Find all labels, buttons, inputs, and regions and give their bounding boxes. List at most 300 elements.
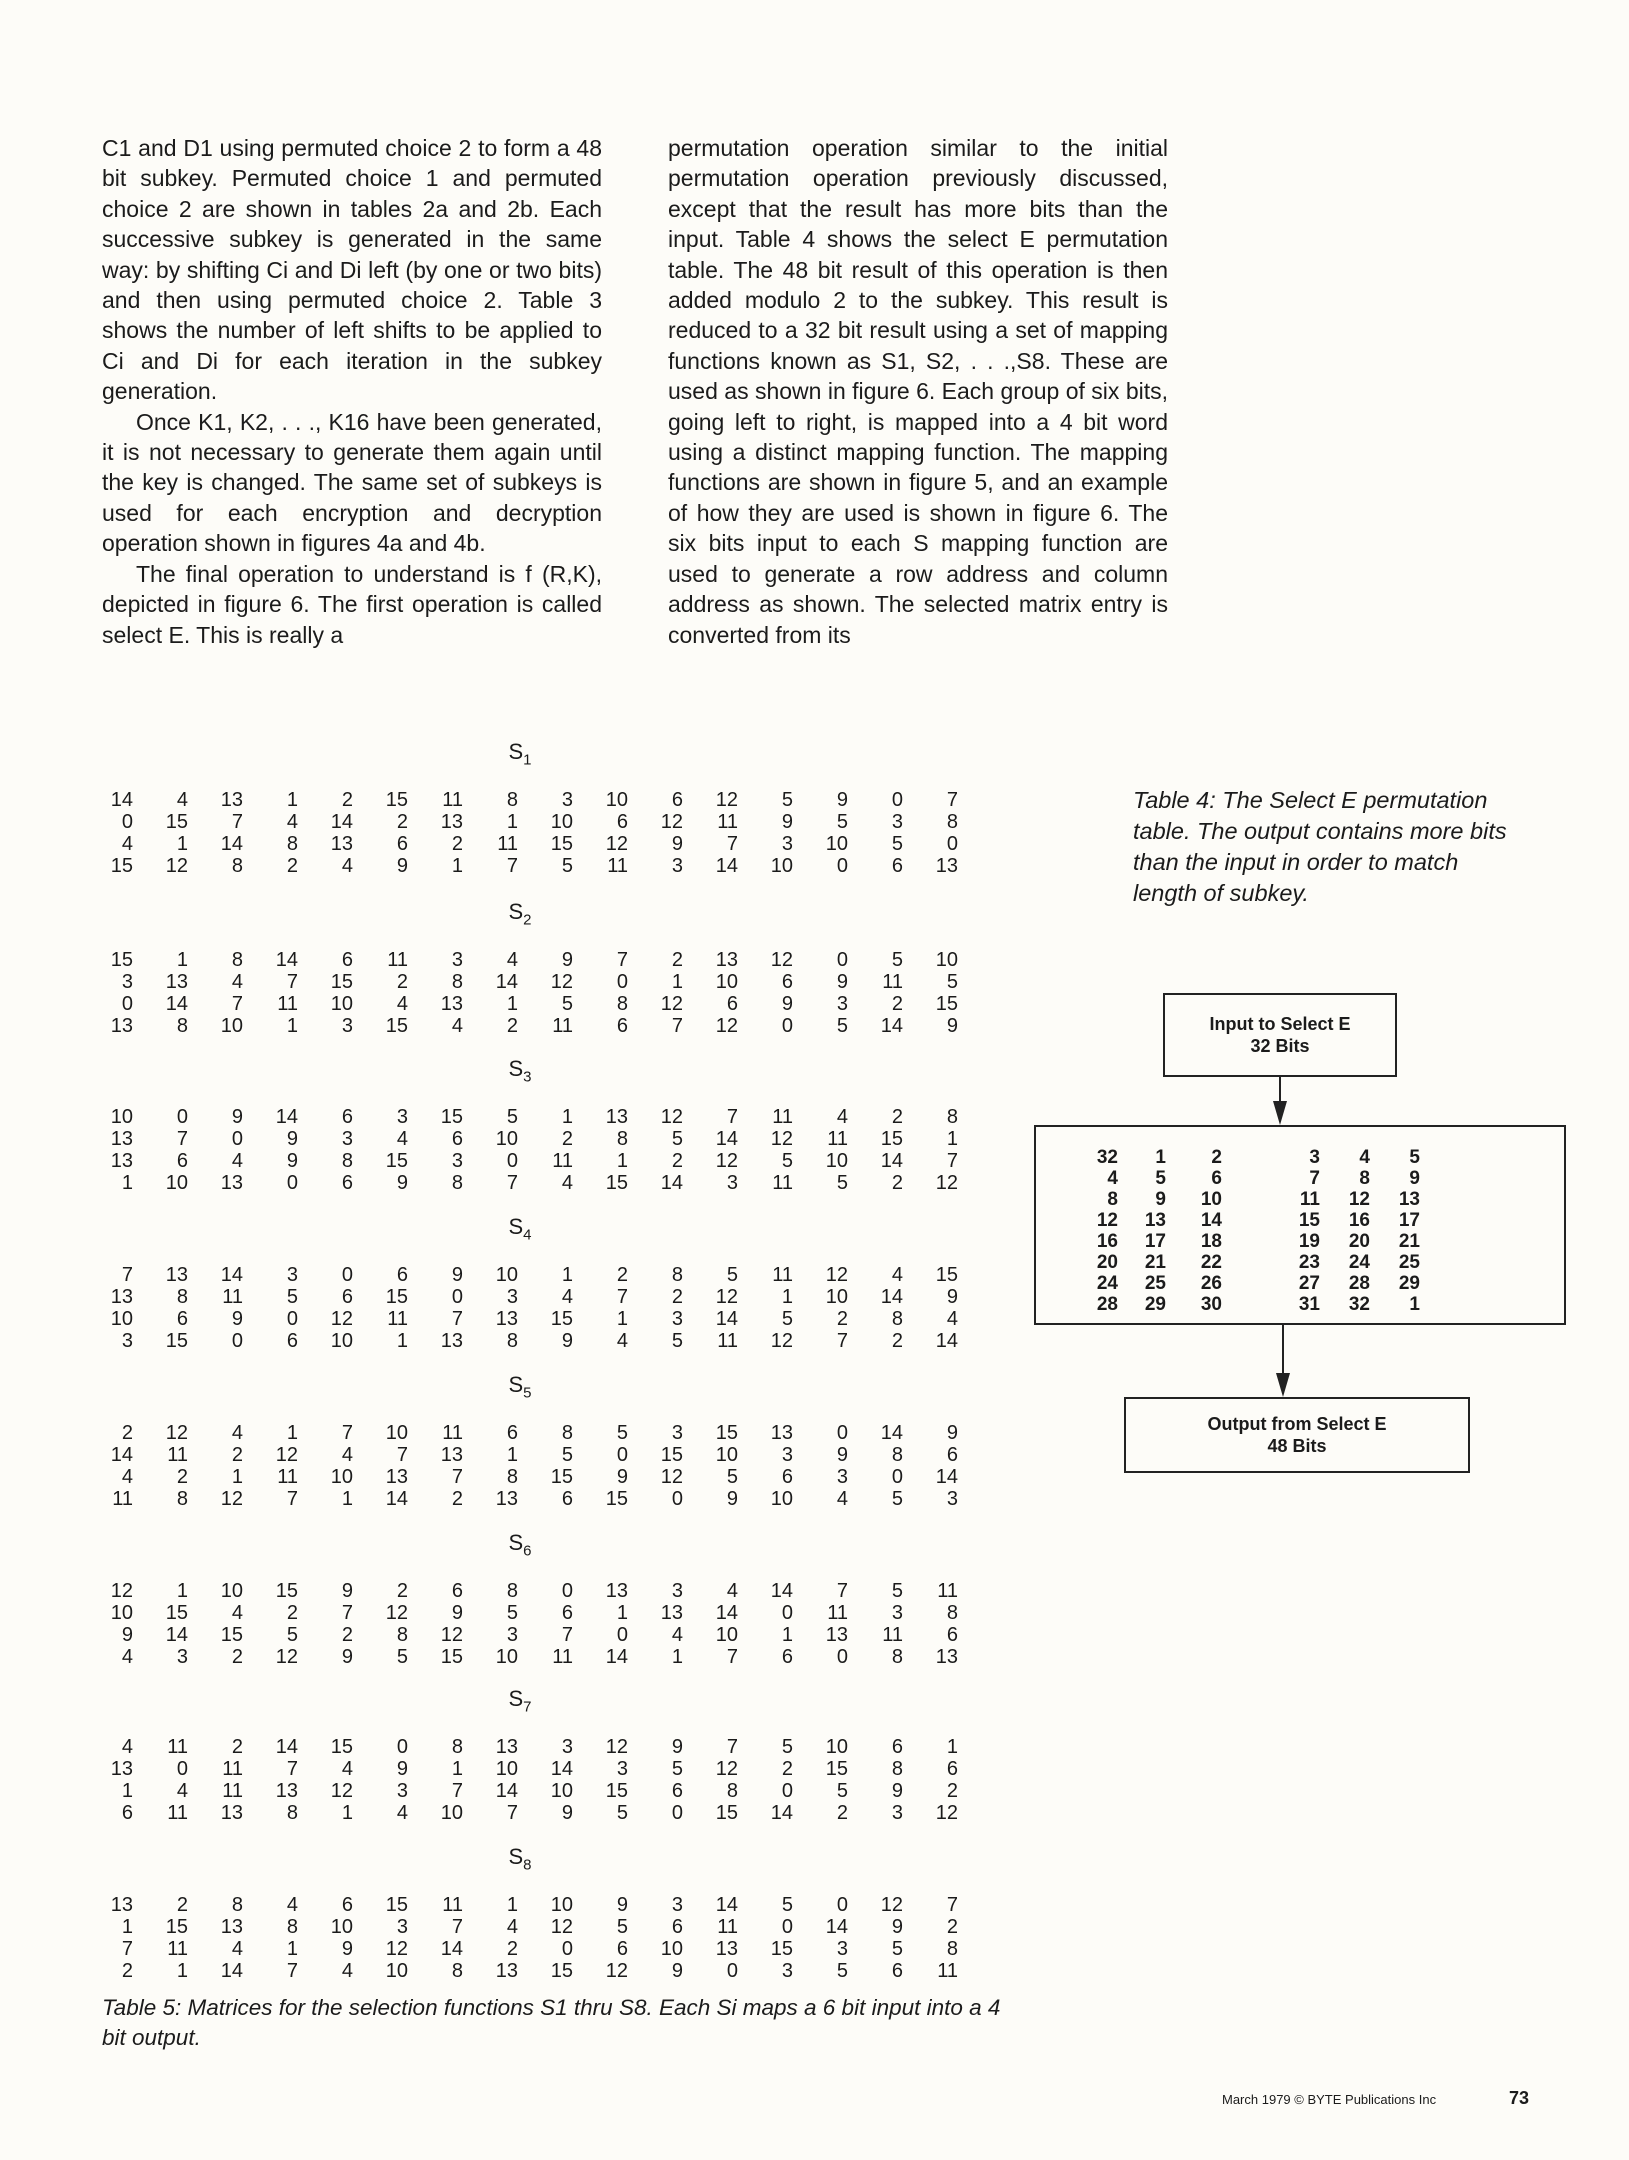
sbox-cell: 12: [715, 1015, 738, 1037]
sbox-cell: 9: [836, 971, 848, 993]
sbox-cell: 13: [110, 1150, 133, 1172]
select-e-cell: 29: [1144, 1294, 1166, 1315]
select-e-cell: 21: [1144, 1252, 1166, 1273]
sbox-cell: 14: [550, 1758, 573, 1780]
sbox-cell: 4: [176, 789, 188, 811]
arrow-down-icon: [1273, 1101, 1287, 1125]
sbox-cell: 11: [552, 1015, 573, 1037]
sbox-cell: 7: [451, 1308, 463, 1330]
sbox-cell: 6: [671, 1916, 683, 1938]
sbox-title-index: 4: [523, 1226, 532, 1244]
sbox-cell: 11: [552, 1150, 573, 1172]
sbox-cell: 15: [440, 1646, 463, 1668]
sbox-cell: 11: [772, 1172, 793, 1194]
sbox-cell: 1: [781, 1286, 793, 1308]
select-e-cell: 21: [1398, 1231, 1420, 1252]
sbox-cell: 12: [330, 1780, 353, 1802]
sbox-title-index: 8: [523, 1856, 532, 1874]
sbox-cell: 5: [616, 1916, 628, 1938]
select-e-cell: 20: [1348, 1231, 1370, 1252]
sbox-cell: 8: [561, 1422, 573, 1444]
sbox-cell: 0: [836, 855, 848, 877]
sbox-cell: 2: [891, 1172, 903, 1194]
sbox-cell: 9: [781, 811, 793, 833]
sbox-cell: 9: [671, 833, 683, 855]
sbox-cell: 13: [495, 1736, 518, 1758]
sbox-cell: 2: [671, 1286, 683, 1308]
sbox-cell: 0: [506, 1150, 518, 1172]
sbox-cell: 3: [121, 1330, 133, 1352]
sbox-cell: 9: [561, 1330, 573, 1352]
sbox-cell: 1: [671, 1646, 683, 1668]
sbox-cell: 12: [440, 1624, 463, 1646]
arrow-shaft-top: [1279, 1077, 1281, 1103]
select-e-cell: 32: [1348, 1294, 1370, 1315]
sbox-cell: 3: [121, 971, 133, 993]
input-box-line1: Input to Select E: [1209, 1014, 1351, 1034]
sbox-cell: 7: [671, 1015, 683, 1037]
sbox-cell: 0: [561, 1938, 573, 1960]
sbox-cell: 10: [495, 1758, 518, 1780]
sbox-cell: 14: [770, 1580, 793, 1602]
sbox-cell: 0: [561, 1580, 573, 1602]
sbox-cell: 10: [385, 1422, 408, 1444]
sbox-cell: 5: [616, 1802, 628, 1824]
sbox-cell: 1: [561, 1264, 573, 1286]
select-e-cell: 25: [1398, 1252, 1420, 1273]
sbox-cell: 10: [440, 1802, 463, 1824]
sbox-cell: 7: [726, 1106, 738, 1128]
sbox-cell: 14: [495, 971, 518, 993]
sbox-cell: 3: [671, 855, 683, 877]
sbox-cell: 7: [121, 1938, 133, 1960]
sbox-cell: 12: [110, 1580, 133, 1602]
sbox-cell: 2: [396, 1580, 408, 1602]
sbox-cell: 1: [176, 833, 188, 855]
select-e-cell: 12: [1096, 1210, 1118, 1231]
sbox-cell: 11: [937, 1580, 958, 1602]
sbox-cell: 4: [396, 1802, 408, 1824]
sbox-cell: 11: [112, 1488, 133, 1510]
sbox-cell: 1: [561, 1106, 573, 1128]
sbox-cell: 9: [946, 1422, 958, 1444]
sbox-cell: 14: [825, 1916, 848, 1938]
sbox-cell: 7: [836, 1580, 848, 1602]
sbox-cell: 14: [935, 1466, 958, 1488]
sbox-cell: 9: [231, 1308, 243, 1330]
sbox-cell: 6: [341, 1286, 353, 1308]
sbox-cell: 13: [220, 1172, 243, 1194]
sbox-matrix-2: [82, 949, 962, 1037]
sbox-cell: 14: [770, 1802, 793, 1824]
sbox-cell: 2: [451, 833, 463, 855]
sbox-cell: 2: [176, 1466, 188, 1488]
select-e-cell: 5: [1155, 1168, 1166, 1189]
sbox-cell: 15: [165, 1330, 188, 1352]
sbox-cell: 11: [607, 855, 628, 877]
sbox-cell: 1: [176, 1580, 188, 1602]
sbox-cell: 0: [121, 811, 133, 833]
sbox-cell: 3: [891, 811, 903, 833]
sbox-cell: 5: [946, 971, 958, 993]
select-e-cell: 1: [1155, 1147, 1166, 1168]
select-e-cell: 7: [1309, 1168, 1320, 1189]
sbox-cell: 3: [781, 1444, 793, 1466]
sbox-cell: 9: [231, 1106, 243, 1128]
sbox-cell: 8: [946, 811, 958, 833]
sbox-title-letter: S: [508, 899, 524, 924]
sbox-cell: 12: [220, 1488, 243, 1510]
sbox-cell: 12: [605, 1960, 628, 1982]
sbox-cell: 14: [440, 1938, 463, 1960]
sbox-cell: 5: [891, 1938, 903, 1960]
sbox-cell: 8: [506, 789, 518, 811]
sbox-cell: 11: [442, 1422, 463, 1444]
sbox-cell: 9: [891, 1780, 903, 1802]
table4-caption: Table 4: The Select E permutation table. The output contains more bits than the input in order to match length of subkey.: [1133, 787, 1507, 906]
sbox-cell: 0: [781, 1780, 793, 1802]
sbox-cell: 11: [442, 1894, 463, 1916]
sbox-cell: 7: [286, 1758, 298, 1780]
sbox-cell: 3: [891, 1602, 903, 1624]
sbox-cell: 13: [220, 1916, 243, 1938]
sbox-cell: 7: [616, 949, 628, 971]
sbox-cell: 5: [286, 1286, 298, 1308]
sbox-cell: 3: [726, 1172, 738, 1194]
sbox-cell: 5: [671, 1330, 683, 1352]
sbox-title-letter: S: [508, 1056, 524, 1081]
sbox-cell: 5: [891, 949, 903, 971]
select-e-cell: 28: [1096, 1294, 1118, 1315]
sbox-cell: 4: [836, 1488, 848, 1510]
sbox-cell: 10: [770, 1488, 793, 1510]
sbox-cell: 1: [506, 811, 518, 833]
sbox-cell: 4: [231, 971, 243, 993]
sbox-cell: 3: [781, 833, 793, 855]
sbox-cell: 1: [946, 1128, 958, 1150]
sbox-cell: 9: [121, 1624, 133, 1646]
sbox-cell: 9: [946, 1286, 958, 1308]
sbox-cell: 10: [385, 1960, 408, 1982]
sbox-cell: 10: [330, 1916, 353, 1938]
select-e-cell: 31: [1298, 1294, 1320, 1315]
sbox-cell: 15: [385, 1286, 408, 1308]
sbox-cell: 10: [110, 1308, 133, 1330]
sbox-cell: 10: [715, 971, 738, 993]
sbox-cell: 4: [561, 1172, 573, 1194]
sbox-cell: 13: [330, 833, 353, 855]
sbox-cell: 11: [167, 1736, 188, 1758]
sbox-cell: 13: [770, 1422, 793, 1444]
sbox-cell: 14: [385, 1488, 408, 1510]
sbox-cell: 10: [605, 789, 628, 811]
select-e-cell: 8: [1107, 1189, 1118, 1210]
sbox-cell: 14: [880, 1150, 903, 1172]
sbox-cell: 15: [275, 1580, 298, 1602]
select-e-cell: 32: [1096, 1147, 1118, 1168]
sbox-cell: 4: [891, 1264, 903, 1286]
sbox-cell: 11: [772, 1264, 793, 1286]
select-e-cell: 22: [1200, 1252, 1222, 1273]
sbox-cell: 3: [396, 1780, 408, 1802]
sbox-cell: 5: [836, 1960, 848, 1982]
sbox-cell: 6: [341, 1172, 353, 1194]
sbox-matrix-3: [82, 1106, 962, 1194]
sbox-cell: 8: [891, 1646, 903, 1668]
sbox-cell: 5: [891, 1580, 903, 1602]
sbox-cell: 1: [396, 1330, 408, 1352]
sbox-cell: 10: [715, 1624, 738, 1646]
sbox-cell: 12: [770, 1330, 793, 1352]
sbox-cell: 12: [330, 1308, 353, 1330]
sbox-cell: 2: [341, 789, 353, 811]
sbox-cell: 3: [781, 1960, 793, 1982]
sbox-cell: 7: [726, 1736, 738, 1758]
sbox-cell: 8: [176, 1286, 188, 1308]
sbox-cell: 14: [880, 1015, 903, 1037]
sbox-cell: 7: [616, 1286, 628, 1308]
sbox-cell: 14: [330, 811, 353, 833]
sbox-cell: 0: [836, 1894, 848, 1916]
sbox-cell: 8: [286, 1802, 298, 1824]
sbox-cell: 11: [827, 1128, 848, 1150]
sbox-cell: 13: [715, 1938, 738, 1960]
select-e-cell: 16: [1096, 1231, 1118, 1252]
sbox-cell: 6: [506, 1422, 518, 1444]
sbox-cell: 7: [451, 1466, 463, 1488]
table5-caption: Table 5: Matrices for the selection functions S1 thru S8. Each Si maps a 6 bit input into a 4 bit output.: [102, 1995, 1001, 2050]
sbox-cell: 9: [836, 1444, 848, 1466]
sbox-cell: 2: [396, 811, 408, 833]
sbox-cell: 11: [717, 1916, 738, 1938]
select-e-cell: 13: [1398, 1189, 1420, 1210]
sbox-cell: 5: [726, 1264, 738, 1286]
footer-credit: March 1979 © BYTE Publications Inc: [1222, 2092, 1437, 2107]
sbox-title-letter: S: [508, 1372, 524, 1397]
sbox-cell: 11: [222, 1780, 243, 1802]
sbox-cell: 5: [836, 1780, 848, 1802]
sbox-cell: 8: [231, 855, 243, 877]
sbox-cell: 9: [396, 855, 408, 877]
sbox-cell: 4: [231, 1422, 243, 1444]
sbox-title-letter: S: [508, 1686, 524, 1711]
sbox-cell: 7: [946, 1150, 958, 1172]
sbox-cell: 2: [671, 949, 683, 971]
sbox-cell: 9: [396, 1172, 408, 1194]
sbox-matrix-7: [82, 1736, 962, 1824]
sbox-cell: 6: [891, 1960, 903, 1982]
sbox-cell: 6: [176, 1308, 188, 1330]
sbox-cell: 10: [330, 1466, 353, 1488]
sbox-cell: 0: [836, 949, 848, 971]
sbox-cell: 5: [836, 1172, 848, 1194]
sbox-cell: 10: [330, 993, 353, 1015]
sbox-cell: 4: [231, 1150, 243, 1172]
select-e-cell: 24: [1096, 1273, 1118, 1294]
output-box-line2: 48 Bits: [1267, 1436, 1327, 1456]
sbox-cell: 6: [451, 1128, 463, 1150]
left-paragraph-1: C1 and D1 using permuted choice 2 to form a 48 bit subkey. Permuted choice 1 and permuted choice 2 are shown in tables 2a and 2b. Each successive subkey is generated in the same way: by shifting Ci and Di left (by one or two bits) and then using permuted choice 2. Table 3 shows the number of left shifts to be applied to Ci and Di for each iteration in the subkey generation.: [102, 135, 602, 405]
sbox-cell: 9: [836, 789, 848, 811]
sbox-title-index: 2: [523, 911, 532, 929]
sbox-cell: 8: [231, 1894, 243, 1916]
sbox-cell: 6: [341, 949, 353, 971]
sbox-cell: 4: [286, 1894, 298, 1916]
sbox-cell: 2: [231, 1444, 243, 1466]
sbox-cell: 4: [341, 855, 353, 877]
sbox-cell: 13: [110, 1894, 133, 1916]
sbox-cell: 8: [506, 1580, 518, 1602]
sbox-cell: 4: [341, 1758, 353, 1780]
sbox-cell: 15: [385, 1015, 408, 1037]
sbox-title-3: [0, 1057, 1040, 1089]
sbox-cell: 2: [561, 1128, 573, 1150]
sbox-cell: 5: [781, 789, 793, 811]
sbox-cell: 1: [286, 1015, 298, 1037]
sbox-cell: 11: [717, 1330, 738, 1352]
sbox-cell: 5: [561, 1444, 573, 1466]
sbox-cell: 11: [772, 1106, 793, 1128]
sbox-cell: 7: [506, 1802, 518, 1824]
sbox-title-8: [0, 1845, 1040, 1877]
sbox-cell: 3: [396, 1106, 408, 1128]
sbox-cell: 13: [220, 789, 243, 811]
sbox-cell: 5: [781, 1736, 793, 1758]
sbox-cell: 4: [121, 833, 133, 855]
sbox-cell: 9: [781, 993, 793, 1015]
sbox-cell: 15: [220, 1624, 243, 1646]
sbox-cell: 12: [550, 1916, 573, 1938]
sbox-cell: 15: [165, 1916, 188, 1938]
sbox-cell: 7: [451, 1916, 463, 1938]
sbox-cell: 12: [385, 1602, 408, 1624]
sbox-cell: 11: [222, 1286, 243, 1308]
sbox-cell: 14: [165, 1624, 188, 1646]
sbox-title-index: 3: [523, 1068, 532, 1086]
sbox-cell: 0: [781, 1015, 793, 1037]
sbox-cell: 0: [176, 1106, 188, 1128]
sbox-title-index: 6: [523, 1542, 532, 1560]
sbox-cell: 2: [341, 1624, 353, 1646]
sbox-cell: 15: [715, 1802, 738, 1824]
sbox-cell: 1: [121, 1916, 133, 1938]
sbox-cell: 13: [605, 1580, 628, 1602]
sbox-cell: 1: [616, 1150, 628, 1172]
sbox-cell: 14: [715, 1308, 738, 1330]
sbox-cell: 13: [110, 1128, 133, 1150]
select-e-cell: 29: [1398, 1273, 1420, 1294]
sbox-cell: 2: [506, 1938, 518, 1960]
sbox-matrix-4: [82, 1264, 962, 1352]
sbox-cell: 4: [341, 1960, 353, 1982]
sbox-cell: 12: [770, 949, 793, 971]
sbox-cell: 4: [176, 1780, 188, 1802]
sbox-cell: 11: [442, 789, 463, 811]
sbox-cell: 2: [286, 1602, 298, 1624]
sbox-cell: 0: [836, 1646, 848, 1668]
select-e-cell: 12: [1348, 1189, 1370, 1210]
sbox-cell: 1: [176, 1960, 188, 1982]
sbox-cell: 11: [387, 949, 408, 971]
sbox-title-letter: S: [508, 1214, 524, 1239]
sbox-cell: 1: [286, 789, 298, 811]
sbox-cell: 12: [715, 1286, 738, 1308]
sbox-cell: 3: [836, 993, 848, 1015]
select-e-cell: 11: [1299, 1189, 1320, 1210]
sbox-cell: 1: [121, 1780, 133, 1802]
sbox-cell: 11: [937, 1960, 958, 1982]
sbox-cell: 8: [506, 1466, 518, 1488]
select-e-cell: 18: [1200, 1231, 1222, 1252]
sbox-title-2: [0, 900, 1040, 932]
sbox-cell: 1: [286, 1938, 298, 1960]
sbox-cell: 6: [561, 1602, 573, 1624]
sbox-cell: 3: [891, 1802, 903, 1824]
sbox-cell: 4: [121, 1466, 133, 1488]
sbox-cell: 13: [605, 1106, 628, 1128]
sbox-cell: 15: [110, 855, 133, 877]
sbox-cell: 15: [935, 993, 958, 1015]
sbox-cell: 12: [935, 1172, 958, 1194]
sbox-cell: 9: [341, 1938, 353, 1960]
sbox-cell: 0: [781, 1602, 793, 1624]
sbox-cell: 4: [231, 1602, 243, 1624]
sbox-cell: 13: [440, 1444, 463, 1466]
sbox-cell: 13: [440, 811, 463, 833]
sbox-cell: 13: [660, 1602, 683, 1624]
sbox-cell: 13: [935, 1646, 958, 1668]
sbox-cell: 9: [396, 1758, 408, 1780]
sbox-cell: 6: [946, 1624, 958, 1646]
sbox-cell: 2: [506, 1015, 518, 1037]
sbox-cell: 1: [946, 1736, 958, 1758]
select-e-cell: 15: [1298, 1210, 1320, 1231]
sbox-cell: 0: [396, 1736, 408, 1758]
sbox-cell: 4: [286, 811, 298, 833]
sbox-cell: 10: [220, 1015, 243, 1037]
sbox-cell: 3: [671, 1894, 683, 1916]
sbox-title-letter: S: [508, 1844, 524, 1869]
sbox-cell: 9: [616, 1466, 628, 1488]
sbox-cell: 5: [671, 1758, 683, 1780]
sbox-cell: 2: [671, 1150, 683, 1172]
sbox-cell: 9: [341, 1580, 353, 1602]
sbox-cell: 4: [726, 1580, 738, 1602]
arrow-down-icon: [1276, 1373, 1290, 1397]
sbox-cell: 8: [726, 1780, 738, 1802]
sbox-cell: 12: [165, 1422, 188, 1444]
sbox-cell: 3: [671, 1422, 683, 1444]
select-e-cell: 14: [1200, 1210, 1222, 1231]
sbox-cell: 2: [946, 1780, 958, 1802]
sbox-cell: 6: [891, 855, 903, 877]
sbox-cell: 14: [275, 949, 298, 971]
sbox-cell: 11: [552, 1646, 573, 1668]
sbox-cell: 7: [341, 1422, 353, 1444]
sbox-cell: 3: [451, 949, 463, 971]
select-e-cell: 17: [1144, 1231, 1166, 1252]
sbox-title-6: [0, 1531, 1040, 1563]
sbox-cell: 13: [110, 1286, 133, 1308]
sbox-cell: 0: [836, 1422, 848, 1444]
sbox-cell: 15: [605, 1488, 628, 1510]
sbox-cell: 11: [167, 1802, 188, 1824]
sbox-cell: 7: [946, 1894, 958, 1916]
sbox-cell: 12: [550, 971, 573, 993]
sbox-title-letter: S: [508, 739, 524, 764]
sbox-cell: 1: [781, 1624, 793, 1646]
sbox-cell: 15: [605, 1780, 628, 1802]
